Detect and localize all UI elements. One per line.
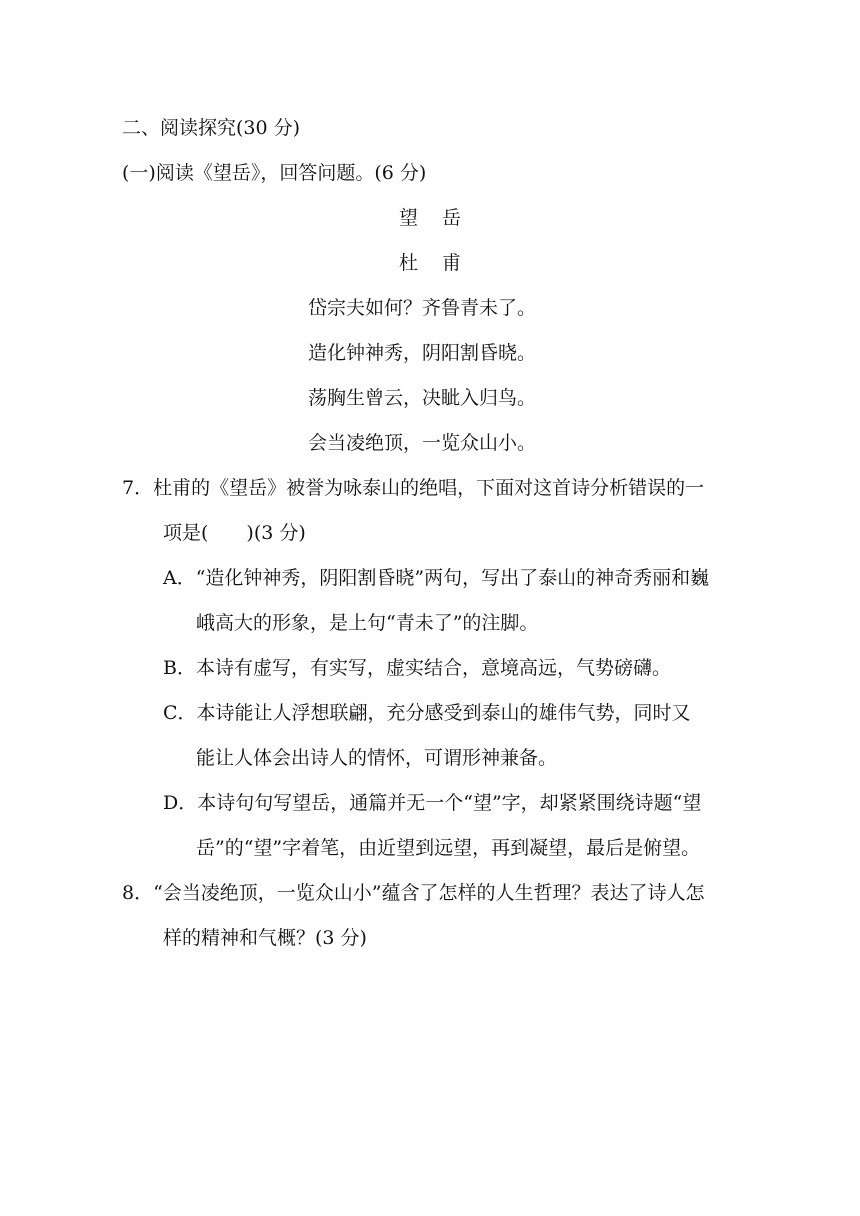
- option-d-line-1: D．本诗句句写望岳，通篇并无一个“望”字，却紧紧围绕诗题“望: [163, 792, 702, 814]
- option-a-line-2: 峨高大的形象，是上句“青未了”的注脚。: [196, 612, 539, 634]
- option-b-line-1: B．本诗有虚写，有实写，虚实结合，意境高远，气势磅礴。: [163, 657, 671, 679]
- poem-line-1: 岱宗夫如何？齐鲁青未了。: [308, 297, 537, 319]
- poem-author-char-2: 甫: [442, 252, 462, 274]
- part-heading: (一)阅读《望岳》，回答问题。(6 分): [122, 162, 427, 184]
- question-8-stem-line-2: 样的精神和气概？(3 分): [163, 927, 367, 949]
- option-d-line-2: 岳”的“望”字着笔，由近望到远望，再到凝望，最后是俯望。: [196, 837, 701, 859]
- poem-line-3: 荡胸生曾云，决眦入归鸟。: [308, 387, 537, 409]
- question-7-stem-line-2: 项是( )(3 分): [163, 522, 306, 544]
- poem-title-char-2: 岳: [442, 207, 462, 229]
- option-a-line-1: A．“造化钟神秀，阴阳割昏晓”两句，写出了泰山的神奇秀丽和巍: [163, 567, 710, 589]
- poem-line-4: 会当凌绝顶，一览众山小。: [308, 432, 537, 454]
- question-8-stem-line-1: 8．“会当凌绝顶，一览众山小”蕴含了怎样的人生哲理？表达了诗人怎: [122, 882, 705, 904]
- poem-author-char-1: 杜: [398, 252, 418, 274]
- poem-title-char-1: 望: [398, 207, 418, 229]
- poem-title: [0, 209, 860, 228]
- option-c-line-1: C．本诗能让人浮想联翩，充分感受到泰山的雄伟气势，同时又: [163, 702, 691, 724]
- question-7-stem-line-1: 7．杜甫的《望岳》被誉为咏泰山的绝唱，下面对这首诗分析错误的一: [122, 477, 705, 499]
- section-heading: 二、阅读探究(30 分): [122, 117, 301, 139]
- poem-author: [0, 254, 860, 273]
- poem-line-2: 造化钟神秀，阴阳割昏晓。: [308, 342, 537, 364]
- option-c-line-2: 能让人体会出诗人的情怀，可谓形神兼备。: [196, 747, 558, 769]
